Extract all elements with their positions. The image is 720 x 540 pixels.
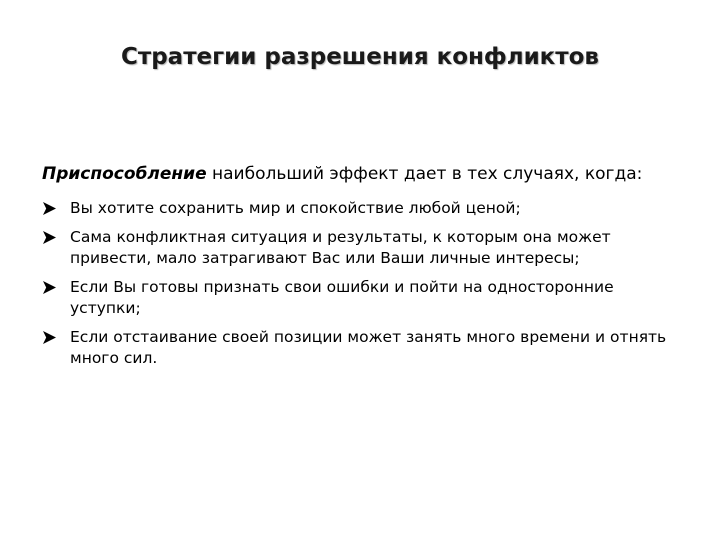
lead-paragraph	[42, 163, 672, 186]
bullet-list	[42, 198, 672, 369]
list-item-text: Сама конфликтная ситуация и результаты, к которым она может привести, мало затрагивают Вас или Ваши личные интересы;	[70, 228, 611, 267]
arrowhead-bullet-icon	[43, 331, 56, 344]
list-item-text: Если отстаивание своей позиции может занять много времени и отнять много сил.	[70, 328, 667, 367]
slide-content	[42, 163, 672, 377]
lead-rest: наибольший эффект дает в тех случаях, когда:	[206, 164, 643, 184]
lead-term: Приспособление	[42, 164, 207, 184]
list-item	[42, 327, 672, 369]
slide-title: Стратегии разрешения конфликтов	[121, 44, 599, 70]
arrowhead-bullet-icon	[43, 281, 56, 294]
arrowhead-bullet-icon	[43, 202, 56, 215]
list-item	[42, 198, 672, 219]
arrowhead-bullet-icon	[43, 231, 56, 244]
list-item	[42, 277, 672, 319]
list-item-text: Вы хотите сохранить мир и спокойствие любой ценой;	[70, 199, 521, 217]
list-item-text: Если Вы готовы признать свои ошибки и пойти на односторонние уступки;	[70, 278, 614, 317]
list-item	[42, 227, 672, 269]
